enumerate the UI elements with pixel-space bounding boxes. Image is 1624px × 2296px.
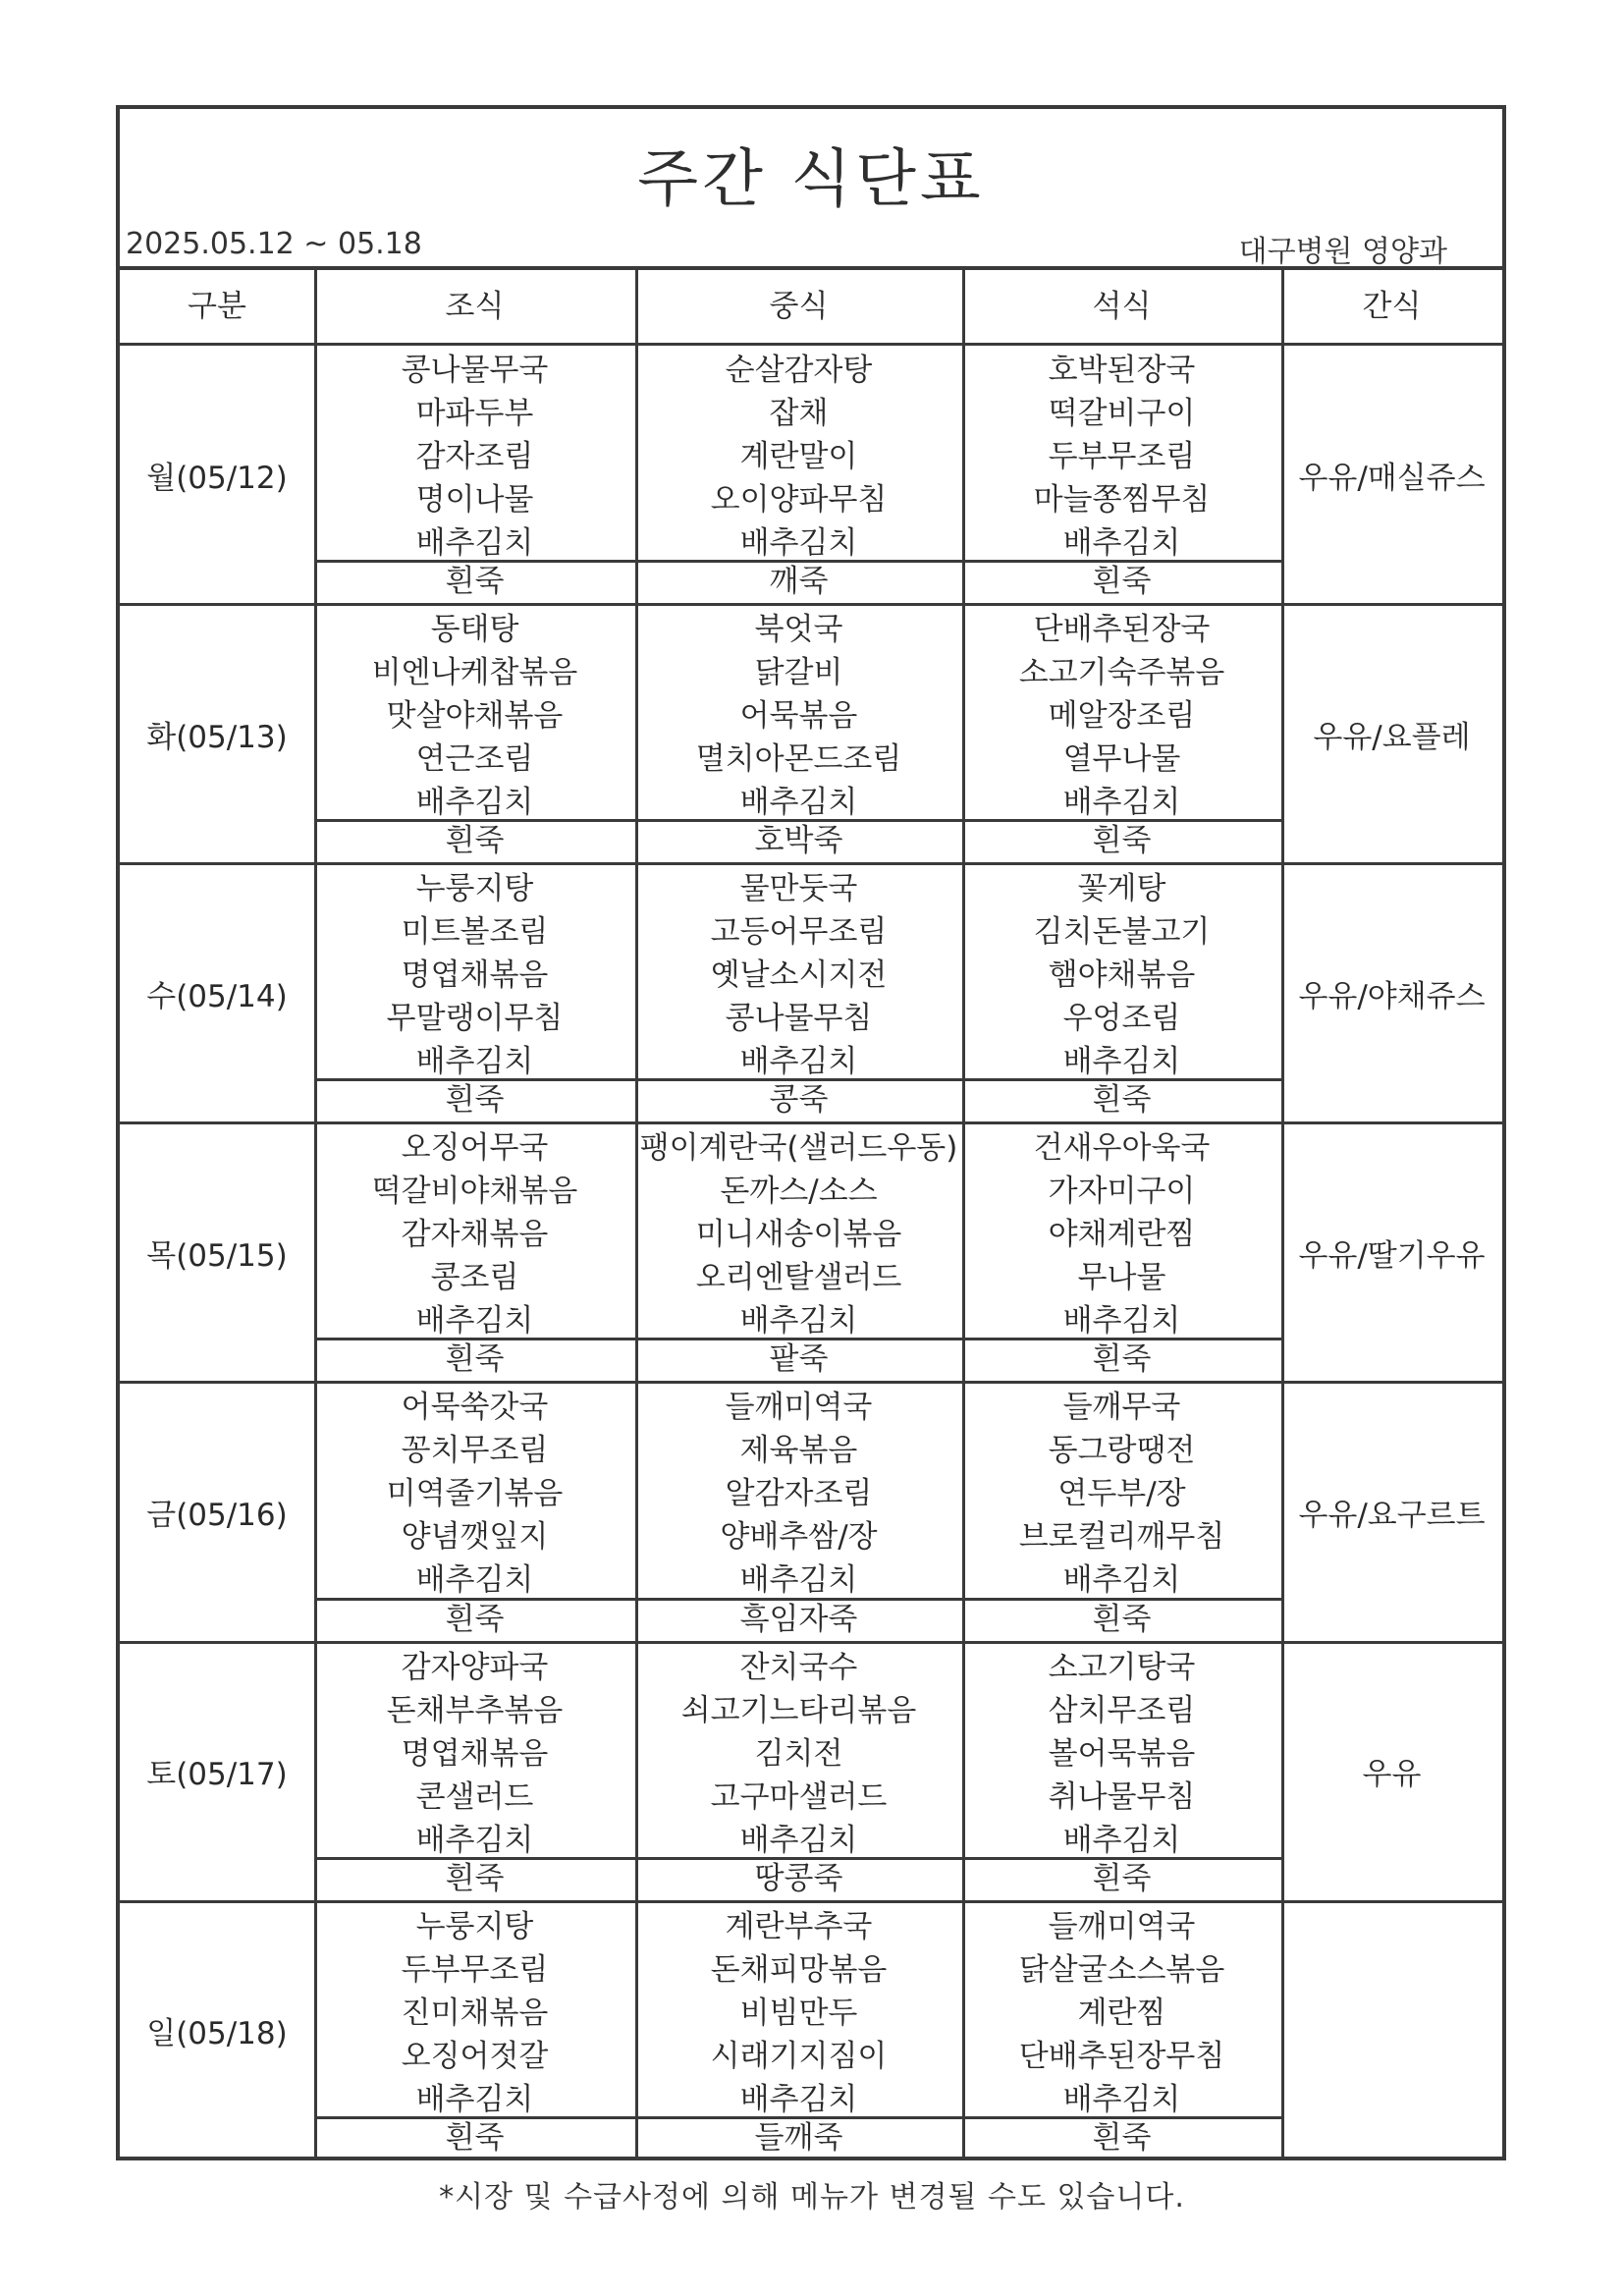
breakfast-porridge: 흰죽 xyxy=(445,823,505,859)
day-label: 화(05/13) xyxy=(146,719,288,755)
menu-item: 볼어묵볶음 xyxy=(1048,1735,1196,1772)
menu-item: 누룽지탕 xyxy=(415,871,534,907)
menu-table xyxy=(120,266,1502,2157)
menu-item: 계란찜 xyxy=(1077,1995,1166,2031)
menu-item: 양배추쌈/장 xyxy=(720,1519,878,1556)
menu-item: 오징어무국 xyxy=(401,1130,549,1167)
lunch-menu xyxy=(635,349,962,561)
menu-item: 시래기지짐이 xyxy=(710,2038,888,2074)
menu-item: 꽃게탕 xyxy=(1077,871,1166,907)
breakfast-porridge: 흰죽 xyxy=(445,2119,505,2156)
menu-item: 가자미구이 xyxy=(1048,1174,1196,1210)
breakfast-porridge: 흰죽 xyxy=(445,1341,505,1378)
header-lunch: 중식 xyxy=(769,289,829,324)
menu-item: 배추김치 xyxy=(415,1822,534,1858)
lunch-porridge: 깨죽 xyxy=(769,564,829,600)
snack-cell: 우유 xyxy=(1362,1757,1422,1793)
menu-item: 들깨미역국 xyxy=(1048,1908,1196,1944)
lunch-menu xyxy=(635,608,962,821)
menu-frame xyxy=(116,105,1506,2160)
menu-item: 명이나물 xyxy=(415,482,534,518)
breakfast-menu xyxy=(314,349,635,561)
menu-item: 무나물 xyxy=(1077,1260,1166,1296)
menu-item: 배추김치 xyxy=(739,1562,858,1599)
menu-item: 계란말이 xyxy=(739,439,858,474)
dinner-porridge: 흰죽 xyxy=(1092,2119,1152,2156)
menu-item: 떡갈비야채볶음 xyxy=(371,1174,578,1210)
menu-item: 브로컬리깨무침 xyxy=(1018,1519,1225,1556)
menu-item: 콘샐러드 xyxy=(415,1778,534,1815)
menu-item: 북엇국 xyxy=(754,612,843,648)
dinner-porridge: 흰죽 xyxy=(1092,1082,1152,1119)
menu-item: 오징어젓갈 xyxy=(401,2038,549,2074)
menu-item: 두부무조림 xyxy=(401,1951,549,1988)
menu-item: 감자조림 xyxy=(415,439,534,474)
menu-item: 어묵볶음 xyxy=(739,698,858,735)
dinner-porridge: 흰죽 xyxy=(1092,1860,1152,1896)
menu-item: 잔치국수 xyxy=(739,1649,858,1685)
breakfast-menu xyxy=(314,1386,635,1599)
footnote: *시장 및 수급사정에 의해 메뉴가 변경될 수도 있습니다. xyxy=(439,2180,1185,2214)
menu-item: 알감자조림 xyxy=(725,1476,873,1512)
menu-item: 배추김치 xyxy=(739,1822,858,1858)
menu-item: 고구마샐러드 xyxy=(710,1778,888,1815)
menu-item: 비엔나케찹볶음 xyxy=(371,655,578,691)
menu-item: 진미채볶음 xyxy=(401,1995,549,2031)
menu-item: 김치돈불고기 xyxy=(1033,914,1211,951)
snack-cell: 우유/매실쥬스 xyxy=(1298,460,1486,496)
day-label: 토(05/17) xyxy=(146,1757,288,1793)
menu-item: 잡채 xyxy=(769,396,829,431)
menu-item: 배추김치 xyxy=(1062,1044,1181,1080)
menu-item: 콩나물무국 xyxy=(401,353,549,388)
menu-item: 호박된장국 xyxy=(1048,353,1196,388)
dinner-menu xyxy=(962,867,1281,1080)
menu-item: 배추김치 xyxy=(1062,2081,1181,2117)
menu-item: 미니새송이볶음 xyxy=(695,1217,902,1253)
menu-item: 배추김치 xyxy=(1062,1822,1181,1858)
menu-item: 마파두부 xyxy=(415,396,534,431)
breakfast-menu xyxy=(314,608,635,821)
menu-item: 연두부/장 xyxy=(1057,1476,1186,1512)
menu-item: 멸치아몬드조림 xyxy=(695,741,902,778)
snack-cell: 우유/딸기우유 xyxy=(1298,1237,1486,1274)
dinner-menu xyxy=(962,608,1281,821)
dinner-menu xyxy=(962,1126,1281,1339)
menu-item: 양념깻잎지 xyxy=(401,1519,549,1556)
menu-item: 돈채피망볶음 xyxy=(710,1951,888,1988)
dinner-menu xyxy=(962,1905,1281,2117)
menu-item: 동태탕 xyxy=(430,612,519,648)
menu-item: 배추김치 xyxy=(1062,1562,1181,1599)
lunch-porridge: 들깨죽 xyxy=(754,2119,843,2156)
menu-item: 고등어무조림 xyxy=(710,914,888,951)
header-snack: 간식 xyxy=(1362,289,1422,324)
menu-item: 배추김치 xyxy=(739,2081,858,2117)
menu-item: 누룽지탕 xyxy=(415,1908,534,1944)
snack-cell: 우유/요플레 xyxy=(1313,719,1471,755)
lunch-menu xyxy=(635,1905,962,2117)
menu-item: 닭갈비 xyxy=(754,655,843,691)
day-label: 목(05/15) xyxy=(146,1237,288,1274)
menu-item: 김치전 xyxy=(754,1735,843,1772)
menu-item: 배추김치 xyxy=(415,785,534,821)
menu-item: 어묵쑥갓국 xyxy=(401,1390,549,1426)
menu-item: 콩나물무침 xyxy=(725,1001,873,1037)
menu-item: 연근조림 xyxy=(415,741,534,778)
snack-cell: 우유/요구르트 xyxy=(1298,1497,1486,1533)
menu-item: 맛살야채볶음 xyxy=(386,698,564,735)
menu-item: 두부무조림 xyxy=(1048,439,1196,474)
menu-item: 배추김치 xyxy=(739,785,858,821)
header-category: 구분 xyxy=(188,289,246,324)
day-label: 일(05/18) xyxy=(146,2016,288,2052)
dinner-menu xyxy=(962,1386,1281,1599)
menu-item: 우엉조림 xyxy=(1062,1001,1181,1037)
menu-item: 배추김치 xyxy=(1062,785,1181,821)
menu-item: 오리엔탈샐러드 xyxy=(695,1260,902,1296)
dinner-porridge: 흰죽 xyxy=(1092,1601,1152,1637)
menu-item: 소고기탕국 xyxy=(1048,1649,1196,1685)
menu-item: 배추김치 xyxy=(739,1044,858,1080)
lunch-menu xyxy=(635,867,962,1080)
day-label: 월(05/12) xyxy=(146,460,288,496)
menu-item: 들깨무국 xyxy=(1062,1390,1181,1426)
snack-cell: 우유/야채쥬스 xyxy=(1298,978,1486,1014)
menu-item: 미역줄기볶음 xyxy=(386,1476,564,1512)
menu-item: 팽이계란국(샐러드우동) xyxy=(639,1130,958,1167)
lunch-porridge: 호박죽 xyxy=(754,823,843,859)
menu-item: 떡갈비구이 xyxy=(1048,396,1196,431)
dinner-menu xyxy=(962,349,1281,561)
date-range: 2025.05.12 ~ 05.18 xyxy=(126,227,422,261)
header-dinner: 석식 xyxy=(1092,289,1152,324)
menu-item: 계란부추국 xyxy=(725,1908,873,1944)
menu-item: 배추김치 xyxy=(1062,525,1181,561)
department-label: 대구병원 영양과 xyxy=(1238,235,1447,269)
lunch-porridge: 콩죽 xyxy=(769,1082,829,1119)
breakfast-menu xyxy=(314,1126,635,1339)
menu-item: 마늘쫑찜무침 xyxy=(1033,482,1211,518)
menu-item: 명엽채볶음 xyxy=(401,957,549,994)
menu-item: 무말랭이무침 xyxy=(386,1001,564,1037)
day-label: 수(05/14) xyxy=(146,978,288,1014)
menu-item: 메알장조림 xyxy=(1048,698,1196,735)
menu-item: 비빔만두 xyxy=(739,1995,858,2031)
menu-item: 감자채볶음 xyxy=(401,1217,549,1253)
lunch-porridge: 흑임자죽 xyxy=(739,1601,858,1637)
menu-item: 들깨미역국 xyxy=(725,1390,873,1426)
menu-item: 단배추된장국 xyxy=(1033,612,1211,648)
menu-item: 돈까스/소스 xyxy=(720,1174,878,1210)
menu-item: 미트볼조림 xyxy=(401,914,549,951)
menu-item: 배추김치 xyxy=(739,1303,858,1339)
menu-item: 동그랑땡전 xyxy=(1048,1433,1196,1469)
menu-item: 배추김치 xyxy=(415,2081,534,2117)
menu-item: 오이양파무침 xyxy=(710,482,888,518)
menu-item: 단배추된장무침 xyxy=(1018,2038,1225,2074)
menu-item: 꽁치무조림 xyxy=(401,1433,549,1469)
snack-cell xyxy=(1281,1901,1502,2160)
lunch-menu xyxy=(635,1386,962,1599)
menu-item: 야채계란찜 xyxy=(1048,1217,1196,1253)
menu-item: 물만둣국 xyxy=(739,871,858,907)
dinner-porridge: 흰죽 xyxy=(1092,1341,1152,1378)
menu-item: 쇠고기느타리볶음 xyxy=(680,1692,917,1728)
menu-item: 돈채부추볶음 xyxy=(386,1692,564,1728)
menu-item: 소고기숙주볶음 xyxy=(1018,655,1225,691)
menu-item: 열무나물 xyxy=(1062,741,1181,778)
dinner-porridge: 흰죽 xyxy=(1092,564,1152,600)
menu-item: 배추김치 xyxy=(415,1044,534,1080)
menu-item: 취나물무침 xyxy=(1048,1778,1196,1815)
menu-item: 배추김치 xyxy=(415,1562,534,1599)
menu-item: 순살감자탕 xyxy=(725,353,873,388)
menu-item: 감자양파국 xyxy=(401,1649,549,1685)
dinner-porridge: 흰죽 xyxy=(1092,823,1152,859)
page-title: 주간 식단표 xyxy=(637,143,985,216)
menu-item: 건새우아욱국 xyxy=(1033,1130,1211,1167)
breakfast-menu xyxy=(314,1646,635,1858)
menu-item: 콩조림 xyxy=(430,1260,519,1296)
menu-item: 닭살굴소스볶음 xyxy=(1018,1951,1225,1988)
menu-item: 명엽채볶음 xyxy=(401,1735,549,1772)
menu-item: 배추김치 xyxy=(415,525,534,561)
menu-item: 옛날소시지전 xyxy=(710,957,888,994)
breakfast-porridge: 흰죽 xyxy=(445,1601,505,1637)
menu-item: 제육볶음 xyxy=(739,1433,858,1469)
menu-item: 배추김치 xyxy=(1062,1303,1181,1339)
breakfast-porridge: 흰죽 xyxy=(445,1082,505,1119)
dinner-menu xyxy=(962,1646,1281,1858)
breakfast-menu xyxy=(314,867,635,1080)
header-breakfast: 조식 xyxy=(445,289,505,324)
breakfast-porridge: 흰죽 xyxy=(445,1860,505,1896)
lunch-porridge: 땅콩죽 xyxy=(754,1860,843,1896)
menu-item: 배추김치 xyxy=(739,525,858,561)
lunch-menu xyxy=(635,1126,962,1339)
lunch-menu xyxy=(635,1646,962,1858)
lunch-porridge: 팥죽 xyxy=(769,1341,829,1378)
day-label: 금(05/16) xyxy=(146,1497,288,1533)
menu-item: 삼치무조림 xyxy=(1048,1692,1196,1728)
breakfast-menu xyxy=(314,1905,635,2117)
breakfast-porridge: 흰죽 xyxy=(445,564,505,600)
menu-item: 햄야채볶음 xyxy=(1048,957,1196,994)
menu-item: 배추김치 xyxy=(415,1303,534,1339)
